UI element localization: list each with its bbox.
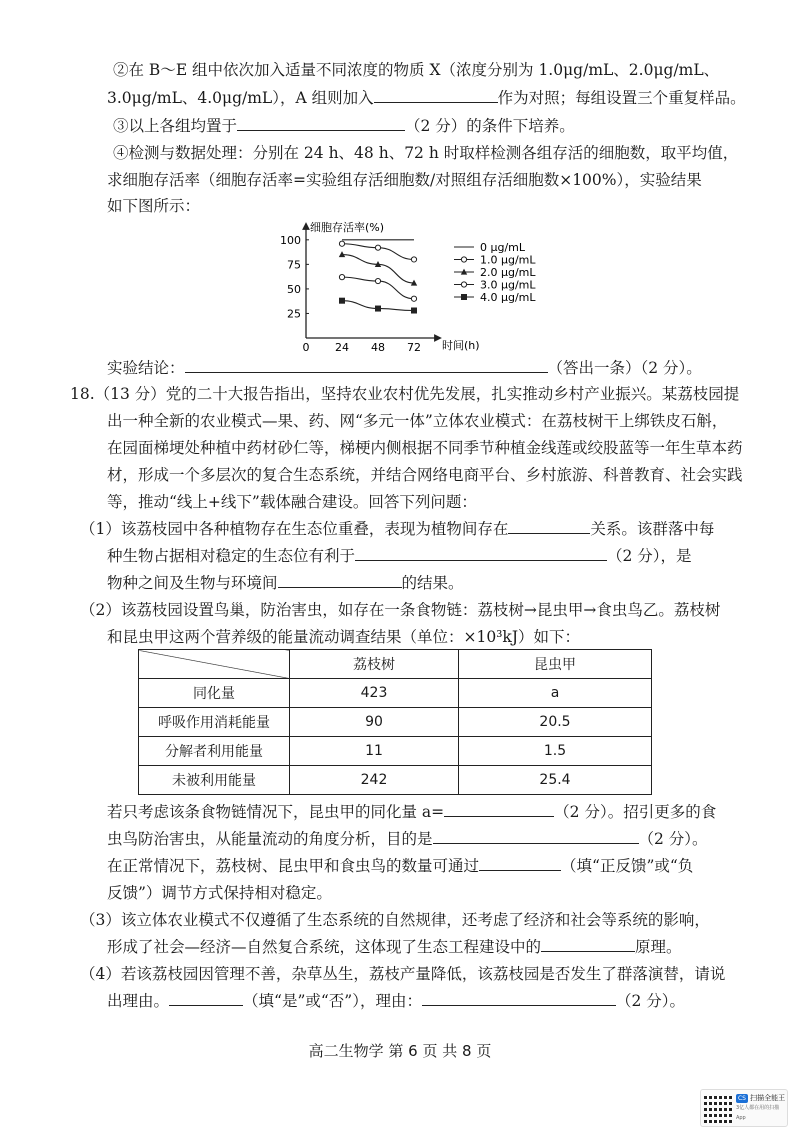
- answer-blank[interactable]: [237, 116, 405, 131]
- table-cell: 25.4: [459, 766, 652, 795]
- data-point: [339, 275, 344, 280]
- legend-marker: [461, 257, 466, 262]
- table-cell: 同化量: [139, 679, 290, 708]
- legend-marker: [461, 294, 467, 300]
- answer-blank[interactable]: [444, 802, 554, 817]
- chart-svg: [270, 218, 570, 358]
- table-cell: 分解者利用能量: [139, 737, 290, 766]
- scanner-watermark: [700, 1089, 788, 1127]
- table-cell: 未被利用能量: [139, 766, 290, 795]
- data-point: [375, 278, 380, 283]
- energy-flow-table: [138, 649, 652, 795]
- text-line: 材，形成一个多层次的复合生态系统，并结合网络电商平台、乡村旅游、科普教育、社会实践: [107, 466, 743, 484]
- table-cell: 20.5: [459, 708, 652, 737]
- table-cell: a: [459, 679, 652, 708]
- table-cell: 呼吸作用消耗能量: [139, 708, 290, 737]
- table-header: 昆虫甲: [459, 650, 652, 679]
- answer-blank[interactable]: [374, 88, 498, 103]
- legend-label: 4.0 μg/mL: [480, 291, 536, 304]
- table-cell: 423: [290, 679, 459, 708]
- y-tick-label: 25: [287, 307, 301, 321]
- page-footer: 高二生物学 第 6 页 共 8 页: [308, 1042, 492, 1060]
- scanner-logo: CS: [737, 1094, 746, 1102]
- answer-blank[interactable]: [508, 519, 590, 534]
- scanner-badge: [736, 1094, 787, 1123]
- answer-blank[interactable]: [433, 829, 639, 844]
- table-cell: 90: [290, 708, 459, 737]
- data-point: [339, 298, 345, 304]
- text-line: （4）若该荔枝园因管理不善，杂草丛生，荔枝产量降低，该荔枝园是否发生了群落演替，请说: [80, 965, 726, 983]
- text-line: 在园面梯埂处种植中药材砂仁等，梯梗内侧根据不同季节种植金线莲或绞股蓝等一年生草本药: [107, 439, 743, 457]
- text-line: 3.0μg/mL、4.0μg/mL），A 组则加入 作为对照；每组设置三个重复样品。: [107, 89, 746, 107]
- legend-label: 2.0 μg/mL: [480, 266, 536, 279]
- text-line: 形成了社会—经济—自然复合系统，这体现了生态工程建设中的 原理。: [107, 938, 682, 956]
- data-point: [375, 245, 380, 250]
- legend-label: 1.0 μg/mL: [480, 253, 536, 267]
- legend-label: 0 μg/mL: [480, 241, 526, 254]
- y-tick-label: 75: [287, 258, 301, 272]
- data-point: [339, 241, 344, 246]
- data-point: [411, 308, 417, 314]
- x-axis-label: 时间(h): [442, 339, 480, 352]
- text-line: 出理由。 （填“是”或“否”），理由： （2 分）。: [107, 992, 686, 1010]
- table-header-row: [139, 650, 652, 679]
- text-line: （2）该荔枝园设置鸟巢，防治害虫，如存在一条食物链：荔枝树→昆虫甲→食虫鸟乙。荔枝树: [80, 601, 721, 619]
- table-cell: 242: [290, 766, 459, 795]
- x-tick-label: 24: [335, 341, 349, 354]
- table-row: [139, 708, 652, 737]
- table-header: 荔枝树: [290, 650, 459, 679]
- legend-label: 3.0 μg/mL: [480, 278, 536, 292]
- y-tick-label: 50: [287, 282, 301, 296]
- table-cell: 1.5: [459, 737, 652, 766]
- text-line: 等，推动“线上+线下”载体融合建设。回答下列问题：: [107, 493, 477, 511]
- scanner-name: 扫描全能王: [750, 1093, 786, 1102]
- text-line: 实验结论： （答出一条）（2 分）。: [107, 359, 702, 377]
- table-corner-cell: [139, 650, 290, 679]
- x-tick-label: 72: [407, 341, 421, 354]
- table-row: [139, 737, 652, 766]
- scanner-tagline: 3亿人都在用的扫描App: [735, 1104, 780, 1121]
- data-point: [411, 296, 416, 301]
- table-cell: 11: [290, 737, 459, 766]
- text-line: ②在 B～E 组中依次加入适量不同浓度的物质 X（浓度分别为 1.0μg/mL、2.0μg/mL、: [113, 61, 720, 79]
- x-tick-label: 0: [302, 341, 310, 354]
- text-line: （1）该荔枝园中各种植物存在生态位重叠，表现为植物间存在 关系。该群落中每: [80, 520, 715, 538]
- table-row: [139, 766, 652, 795]
- qr-code-icon: [704, 1093, 733, 1123]
- cell-survival-chart: [270, 218, 570, 358]
- answer-blank[interactable]: [541, 937, 635, 952]
- text-line: 和昆虫甲这两个营养级的能量流动调查结果（单位：×10³kJ）如下：: [107, 628, 581, 646]
- text-line: 反馈”）调节方式保持相对稳定。: [107, 884, 332, 902]
- answer-blank[interactable]: [169, 991, 243, 1006]
- text-line: （3）该立体农业模式不仅遵循了生态系统的自然规律，还考虑了经济和社会等系统的影响，: [80, 911, 710, 929]
- text-line: 求细胞存活率（细胞存活率=实验组存活细胞数/对照组存活细胞数×100%），实验结果: [107, 171, 702, 189]
- text-line: ④检测与数据处理：分别在 24 h、48 h、72 h 时取样检测各组存活的细胞数，取平均值，: [113, 144, 739, 162]
- answer-blank[interactable]: [479, 856, 561, 871]
- text-line: 若只考虑该条食物链情况下，昆虫甲的同化量 a= （2 分）。招引更多的食: [107, 803, 717, 821]
- y-tick-label: 100: [280, 233, 301, 247]
- text-line: 种生物占据相对稳定的生态位有利于 （2 分），是: [107, 547, 692, 565]
- y-axis-label: 细胞存活率(%): [310, 221, 385, 234]
- data-point: [411, 257, 416, 262]
- legend-marker: [461, 282, 466, 287]
- question-18: 18.（13 分）党的二十大报告指出，坚持农业农村优先发展，扎实推动乡村产业振兴。某荔枝园提: [70, 385, 740, 403]
- text-line: 在正常情况下，荔枝树、昆虫甲和食虫鸟的数量可通过 （填“正反馈”或“负: [107, 857, 694, 875]
- data-point: [375, 306, 381, 312]
- text-line: ③以上各组均置于 （2 分）的条件下培养。: [113, 117, 575, 135]
- text-line: 物种之间及生物与环境间 的结果。: [107, 574, 464, 592]
- table-row: [139, 679, 652, 708]
- answer-blank[interactable]: [355, 546, 607, 561]
- x-tick-label: 48: [371, 341, 385, 354]
- text-line: 如下图所示：: [107, 197, 201, 215]
- text-line: 虫鸟防治害虫，从能量流动的角度分析，目的是 （2 分）。: [107, 830, 708, 848]
- text-line: 出一种全新的农业模式—果、药、网“多元一体”立体农业模式：在荔枝树干上绑铁皮石斛，: [107, 412, 728, 430]
- answer-blank[interactable]: [278, 573, 402, 588]
- answer-blank[interactable]: [185, 358, 548, 373]
- answer-blank[interactable]: [422, 991, 616, 1006]
